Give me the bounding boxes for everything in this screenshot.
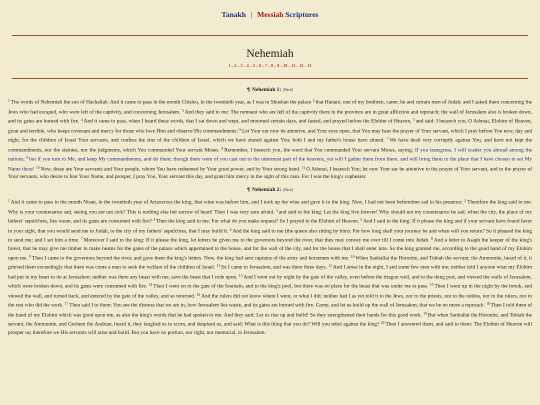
chapter-link-separator: – [260,64,266,68]
verse-text: The words of Nehemiah the son of Hachaliah. And it came to pass in the month Chisleu, in the twentieth year, as I was in Shushan the palace [10,99,313,106]
chapter-text [8,97,532,181]
verse-text: We have dealt very corruptly against You, and have not kept the commandments, nor the statutes, nor the judgments, which You commanded Your servant Moses. [8,137,533,153]
chapter-link-separator: – [230,64,235,68]
chapter-link-separator: – [267,64,272,68]
verse-number: 10 [35,165,40,170]
verse-number: 1 [8,99,10,103]
verse-text: Then said I to them: You see the distress that we are in, how Jerusalem lies waste, and its gates are burned with fire. Come, and let us build up the wall of Jerusalem, that we be no more a reproach. [69,302,487,309]
chapter-link-4[interactable]: 4 [246,64,249,68]
chapter-link-5[interactable]: 5 [252,64,255,68]
chapter-link-separator: – [279,64,284,68]
verse-number: 5 [360,218,363,222]
verse-number: 3 [275,208,278,213]
verse-number: 4 [80,118,83,122]
chapter-link-2[interactable]: 2 [234,64,237,68]
verse-number: 10 [350,254,355,259]
verse-text: And a letter to Asaph the keeper of the king's forest, that he may give me timber to make beams for the gates of the palace which appertained to the house, and for the wall of the city, and for the house that I shall enter into. So the king granted me, according to the good hand of my Elohim upon me. [8,237,532,261]
verse-text: When Sanballat the Horonite, and Tobiah the servant, the Ammonite, heard of it, it grieved them exceedingly that there was come a man to seek the welfare of the children of Israel. [8,255,532,271]
verse-number: 18 [486,302,490,306]
verse-number: 15 [429,283,434,287]
verse-text: And I arose in the night, I and some few men with me; neither told I anyone what my Elohim had put in my heart to do at Jerusalem; neither was there any beast with me, save the beast that I rode upon. [8,264,532,280]
chapter-link-6[interactable]: 6 [258,64,261,68]
verse-text: Then the king said to me: For what do you make request? So I prayed to the Elohim of Heaven. [156,218,361,225]
highlighted-verse-text: but if you turn to Me, and keep My commandments, and do them; though there were of you cast out to the uttermost part of the heavens, yet will I gather them from there, and will bring them to the place that I have chosen to set My Name there! [8,156,532,172]
pilcrow-icon: ¶ [247,87,250,93]
nav-divider [12,35,528,36]
verse-number: 3 [181,108,184,113]
verse-text: Let Your ear now be attentive, and Your eyes open, that You may hear the prayer of Your servant, which I pray before You now, day and night, for the children of Israel Your servants, and confess the sins of the children of Israel, which we have sinned against You; both I and my father's house have sinned. [8,128,532,144]
chapter-links [6,64,534,68]
chapter-heading [6,187,534,193]
chapter-link-3[interactable]: 3 [240,64,243,68]
verse-number: 8 [221,146,224,151]
chapter-link-separator: – [295,64,300,68]
pilcrow-icon: ¶ [247,187,250,193]
verse-text: O Adonai, I beseech You; let now Your ear be attentive to the prayer of Your servant, and to the prayer of Your servants, who desire to fear Your Name, and prosper, I pray You, Your servant this day, and grant him mercy in the sight of this man. For I was the king's cupbearer. [8,166,532,180]
chapter-heading-text: Nehemiah 1: [251,87,282,93]
verse-number: 9 [26,156,29,160]
nav-separator: | [250,10,253,19]
chapter-link-8[interactable]: 8 [271,64,274,68]
verse-text: Now, these are Your servants and Your people, whom You have redeemed by Your great power, and by Your strong hand. [40,166,302,172]
back-link[interactable]: (Back) [283,188,293,192]
verse-text: Then I went up in the night by the brook, and viewed the wall, and turned back, and entered by the gate of the valley, and so returned. [8,283,533,299]
verse-number: 2 [464,199,467,203]
chapter-link-10[interactable]: 10 [283,64,288,68]
verse-text: And it came to pass in the month Nisan, in the twentieth year of Artaxerxes the king, that wine was before him, and I took up the wine and gave it to the king. Now, I had not been beforetime sad in his presence. [10,199,465,206]
verse-text: and said to the king: Let the king live forever! Why should not my countenance be sad, when the city, the place of my fathers' sepulchres, lies waste, and its gates are consumed with fire? [8,209,532,225]
chapter-heading [6,87,534,93]
chapter-link-13[interactable]: 13 [307,64,312,68]
verse-text: And I said to the king: If it please the king and if your servant have found favor in your sight, that you would send me to Judah, to the city of my fathers' sepulchres, that I may build it. [8,218,533,234]
verse-number: 9 [29,254,32,259]
chapter-link-12[interactable]: 12 [299,64,304,68]
chapter-link-7[interactable]: 7 [265,64,268,68]
chapter-divider [12,78,528,79]
verse-text: Therefore the king said to me: Why is your countenance sad, seeing you are not sick? This is nothing else but sorrow of heart! Then I was very sore afraid. [8,199,532,215]
verse-text: Then I answered them, and said to them: The Elohim of Heaven will prosper us; therefore we His servants will arise and build. But you have no portion, nor right, nor memorial, in Jerusalem. [8,321,532,336]
verse-text: Then I went on to the gate of the fountain, and to the king's pool, but there was no place for the beast that was under me to pass. [153,283,430,290]
back-link[interactable]: (Back) [283,88,293,92]
verse-text: Moreover I said to the king: If it please the king, let letters be given me to the governors beyond the river, that they may convey me over till I come into Judah. [83,237,432,244]
verse-number: 5 [412,118,415,122]
verse-text: Remember, I beseech you, the word that You commanded Your servant Moses, saying: [224,147,415,153]
chapter-link-separator: – [273,64,278,68]
verse-text: and said: I beseech you, O Adonai, Elohim of Heaven, great and terrible, who keeps covenant and mercy for those who love Him and observe His commandments: [8,118,532,134]
verse-number: 13 [238,273,243,278]
verse-text: And they said to me: The remnant who are left of the captivity there in the province are in great affliction and reproach; the wall of Jerusalem also is broken down, and its gates are burned with fire. [8,109,532,125]
verse-number: 19 [423,311,427,316]
verse-number: 6 [239,127,242,132]
verse-text: And the king said to me (the queen also sitting by him): For how long shall your journey be and when will you return? So it pleased the king to send me; and I set him a time. [8,228,532,244]
chapter-link-separator: – [303,64,308,68]
verse-text: And the rulers did not know where I went, or what I did; neither had I as yet told it to the Jews, nor to the priests, nor to the nobles, nor to the rulers, nor to the rest who did the work. [8,293,532,309]
verse-number: 1 [8,199,10,203]
chapter-sections [6,87,534,337]
chapter-heading-text: Nehemiah 2: [251,187,282,193]
verse-text: Then I told them of the hand of my Elohim which was good upon me, as also the king's words that he had spoken to me. And they said: Let us rise up and build! So they strengthened their hands for this good work. [8,302,532,318]
verse-number: 14 [148,283,153,287]
verse-text: Then I came to the governors beyond the river, and gave them the king's letters. Now, the king had sent captains of the army and horsemen with me. [32,255,351,261]
site-nav [6,0,534,28]
verse-number: 11 [301,165,306,170]
chapter-link-separator: – [254,64,259,68]
chapter-link-9[interactable]: 9 [277,64,280,68]
verse-number: 11 [216,264,221,268]
chapter-text [8,197,532,337]
verse-number: 8 [431,237,433,241]
verse-number: 16 [196,292,201,297]
verse-text: And I went out by night by the gate of the valley, even before the dragon well, and to the dung port, and viewed the walls of Jerusalem, which were broken down, and its gates were consumed with fire. [8,274,532,290]
verse-number: 12 [328,264,332,268]
chapter-link-separator: – [236,64,241,68]
verse-number: 4 [153,218,156,222]
book-title: Nehemiah [246,48,294,60]
nav-scriptures-link[interactable]: Scriptures [285,10,319,19]
verse-text: So I came to Jerusalem, and was there three days. [221,264,329,271]
chapter-link-1[interactable]: 1 [228,64,231,68]
nav-messiah-link[interactable]: Messiah [257,10,284,19]
verse-text: And it came to pass, when I heard these words, that I sat down and wept, and mourned certain days, and fasted, and prayed before the Elohim of Heaven, [83,118,413,125]
verse-text: But when Sanballat the Horonite, and Tobiah the servant, the Ammonite, and Geshem the Arabian, heard it, they laughed us to scorn, and despised us, and said: What is this thing that you do? Will you rebel against the king? [8,312,532,328]
verse-text: that Hanani, one of my brethren, came; he and certain men of Judah; and I asked them concerning the Jews who had escaped, who were left of the captivity, and concerning Jerusalem. [8,99,533,115]
verse-number: 6 [229,227,232,232]
chapter-link-11[interactable]: 11 [291,64,296,68]
verse-number: 7 [386,137,389,141]
verse-number: 20 [380,321,385,325]
chapter-link-separator: – [242,64,247,68]
nav-tanakh-link[interactable]: Tanakh [221,10,246,19]
verse-number: 17 [64,302,69,306]
highlighted-verse-text: If you transgress, I will scatter you abroad among the nations; [8,147,532,163]
verse-number: 2 [312,99,315,103]
verse-number: 7 [80,237,83,241]
chapter-link-separator: – [248,64,253,68]
chapter-link-separator: – [287,64,292,68]
